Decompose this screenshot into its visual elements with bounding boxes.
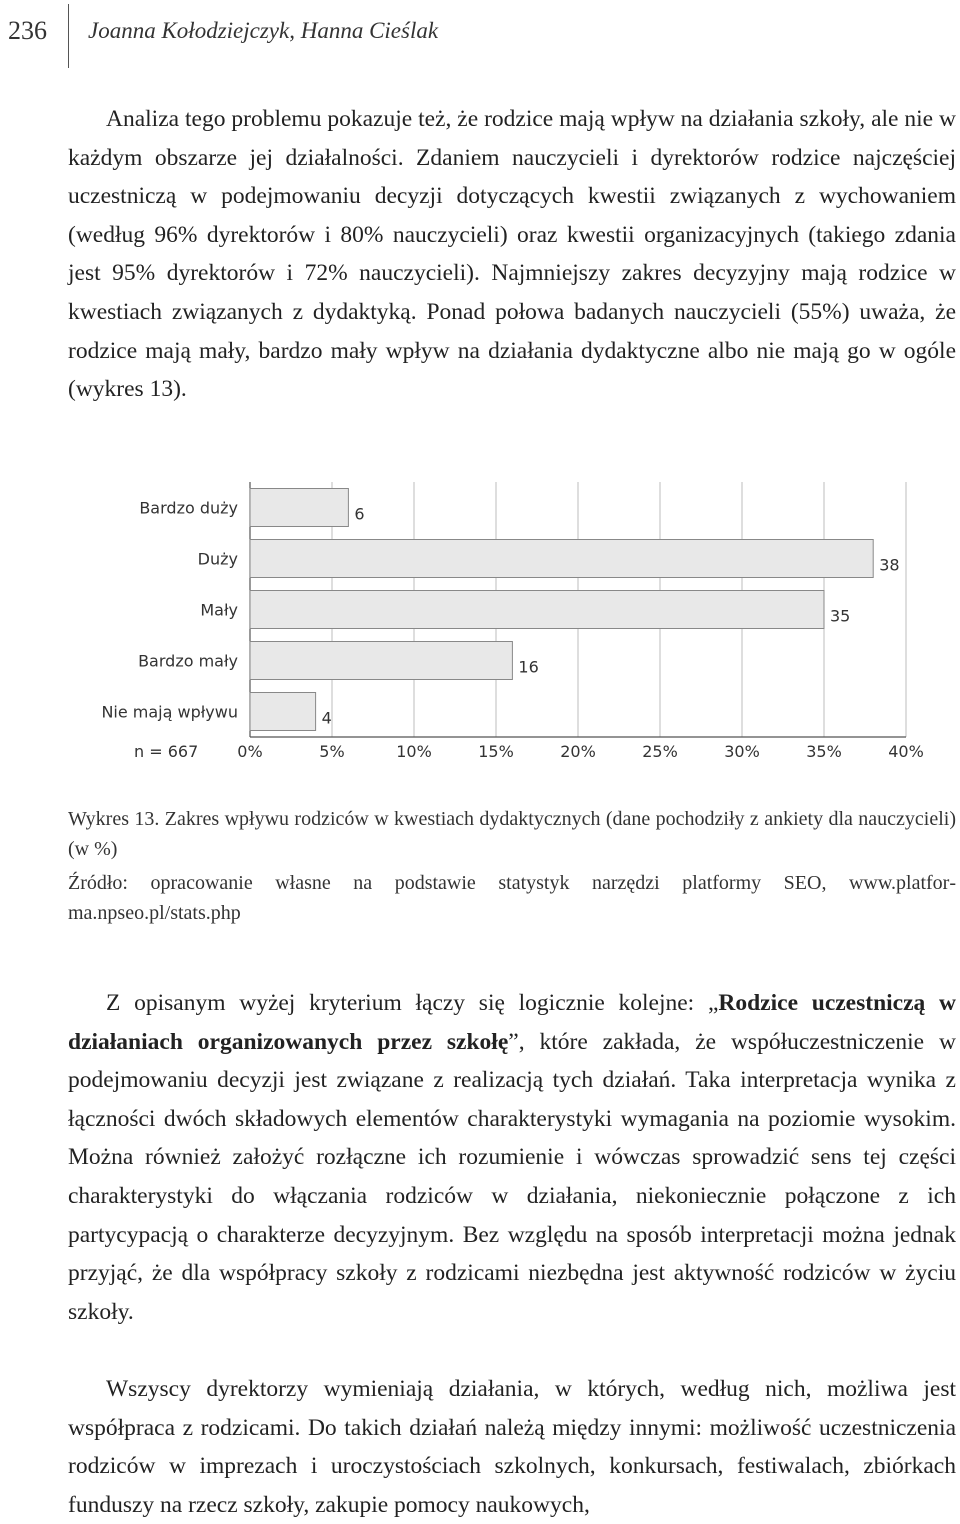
category-label: Bardzo duży [139,498,238,518]
x-tick-label: 20% [560,742,596,761]
chart-bar [250,591,824,629]
x-tick-label: 30% [724,742,760,761]
running-header [0,0,960,70]
data-label: 35 [830,606,851,626]
data-label: 4 [321,708,332,728]
figure-caption: Wykres 13. Zakres wpływu rodziców w kwestiach dydaktycznych (dane pochodziły z ankiety dla nauczycieli) (w %) [68,808,956,860]
x-tick-label: 15% [478,742,514,761]
running-authors: Joanna Kołodziejczyk, Hanna Cieślak [88,18,439,43]
page-number: 236 [8,16,47,45]
x-tick-label: 25% [642,742,678,761]
x-tick-label: 40% [888,742,924,761]
category-label: Nie mają wpływu [101,702,238,722]
sample-size-label: n = 667 [134,742,199,761]
chart-bar [250,489,348,527]
data-label: 16 [518,657,539,677]
category-label: Duży [197,549,238,569]
chart-bar [250,642,512,680]
x-tick-label: 10% [396,742,432,761]
category-label: Bardzo mały [138,651,238,671]
paragraph-1: Analiza tego problemu pokazuje też, że rodzice mają wpływ na działania szkoły, ale nie w każdym obszarze jej działalności. Zdaniem nauczycieli i dyrektorów rodzice najczęściej uczestniczą w podejmowaniu decyzji dotyczących kwestii związanych z wychowaniem (według 96% dyrektorów i 80% nauczycieli) oraz kwestii organizacyjnych (takiego zdania jest 95% dyrektorów i 72% nauczycieli). Najmniejszy zakres decyzyjny mają rodzice w kwestiach związanych z dydaktyką. Ponad połowa badanych nauczycieli (55%) uważa, że rodzice mają mały, bardzo mały wpływ na działania dydaktyczne albo nie mają go w ogóle (wykres 13). [68,106,956,403]
paragraph-2-intro: Z opisanym wyżej kryterium łączy się logicznie kolejne: „ [106,990,719,1016]
x-tick-label: 0% [237,742,263,761]
paragraph-2-body: ”, które zakłada, że współuczestniczenie w podejmowaniu decyzji jest związane z realizacją tych działań. Taka interpretacja wynika z łączności dwóch składowych elementów charakterystyki wymagania na poziomie wysokim. Można również założyć rozłączne ich rozumienie i wówczas sprowadzić sens tej części charakterystyki do włączania rodziców w działania, niekoniecznie połączone z ich partycypacją o charakterze decyzyjnym. Bez względu na sposób interpretacji można jednak przyjąć, że dla współpracy szkoły z rodzicami niezbędna jest aktywność rodziców w życiu szkoły. [68,1028,956,1325]
paragraph-3: Wszyscy dyrektorzy wymieniają działania, w których, według nich, możliwa jest współpraca z rodzicami. Do takich działań należą między innymi: możliwość uczestniczenia rodziców w imprezach i uroczystościach szkolnych, konkursach, festiwalach, zbiórkach funduszy na rzecz szkoły, zakupie pomocy naukowych, [68,1376,956,1518]
chart-bar [250,540,873,578]
x-tick-label: 35% [806,742,842,761]
chart-svg [0,470,960,780]
paragraph-2-emphasis: Rodzice uczestniczą w działaniach organizowanych przez szkołę [68,990,956,1055]
header-divider [68,4,69,68]
bar-chart [0,470,960,780]
figure-source: Źródło: opracowanie własne na podstawie statystyk narzędzi platformy SEO, www.platforma.npseo.pl/stats.php [68,872,956,924]
category-label: Mały [200,600,238,620]
data-label: 38 [879,555,900,575]
chart-bar [250,693,316,731]
x-tick-label: 5% [319,742,345,761]
data-label: 6 [354,504,365,524]
paragraph-2 [68,984,956,1331]
